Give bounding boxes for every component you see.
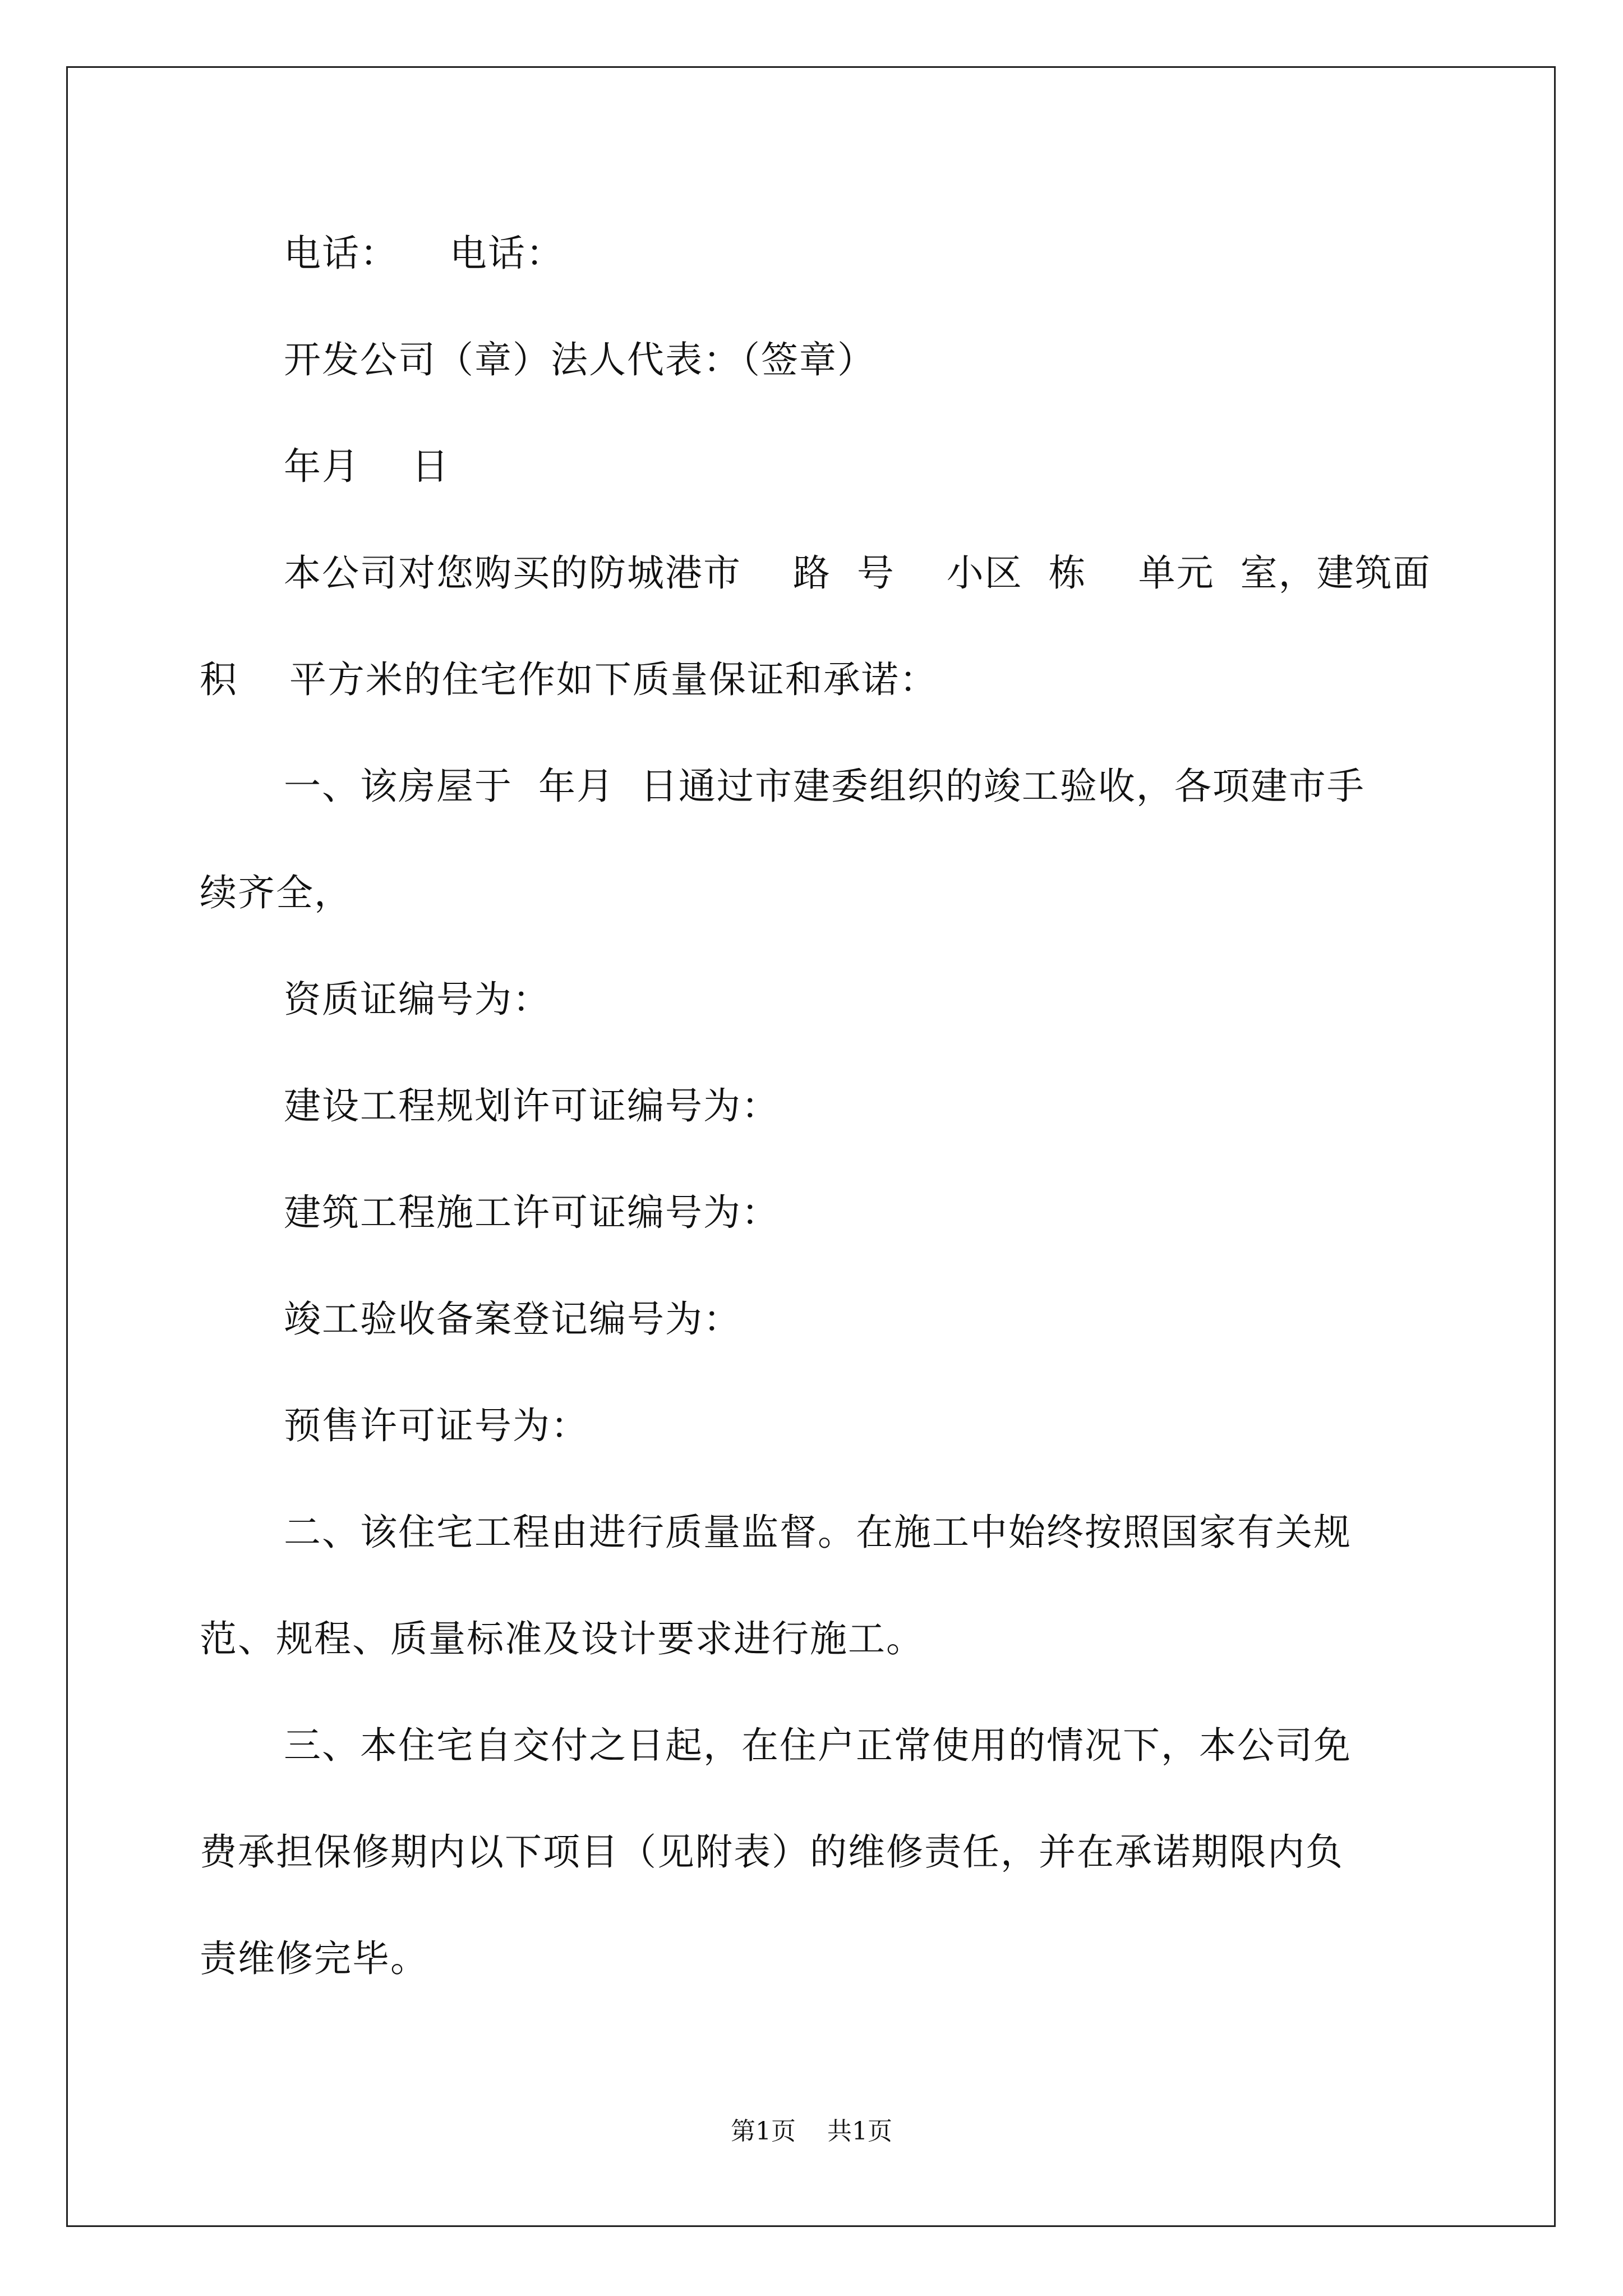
company-seal-line: 开发公司（章）法人代表：（签章） <box>284 338 875 381</box>
clause-three-line-2: 费承担保修期内以下项目（见附表）的维修责任，并在承诺期限内负 <box>200 1830 1344 1874</box>
page-footer: 第1页 共1页 <box>731 2117 892 2146</box>
clause-one-line-2: 续齐全， <box>200 871 352 914</box>
clause-one-line-1: 一、该房屋于 年月 日通过市建委组织的竣工验收，各项建市手 <box>284 765 1365 808</box>
construction-permit-line: 建筑工程施工许可证编号为： <box>284 1191 780 1234</box>
clause-three-line-3: 责维修完毕。 <box>200 1937 428 1980</box>
clause-two-line-2: 范、规程、质量标准及设计要求进行施工。 <box>200 1617 924 1660</box>
paragraph-intro-line-2: 积 平方米的住宅作如下质量保证和承诺： <box>200 658 938 701</box>
qualification-number-line: 资质证编号为： <box>284 978 551 1021</box>
date-line: 年月 日 <box>284 445 450 488</box>
clause-three-line-1: 三、本住宅自交付之日起，在住户正常使用的情况下，本公司免 <box>284 1724 1352 1767</box>
presale-permit-line: 预售许可证号为： <box>284 1404 589 1447</box>
page-border <box>66 66 1556 2227</box>
clause-two-line-1: 二、该住宅工程由进行质量监督。在施工中始终按照国家有关规 <box>284 1511 1352 1554</box>
planning-permit-line: 建设工程规划许可证编号为： <box>284 1084 780 1128</box>
phone-line: 电话： 电话： <box>284 232 564 275</box>
paragraph-intro-line-1: 本公司对您购买的防城港市 路 号 小区 栋 单元 室，建筑面 <box>284 551 1431 595</box>
completion-record-line: 竣工验收备案登记编号为： <box>284 1297 741 1341</box>
